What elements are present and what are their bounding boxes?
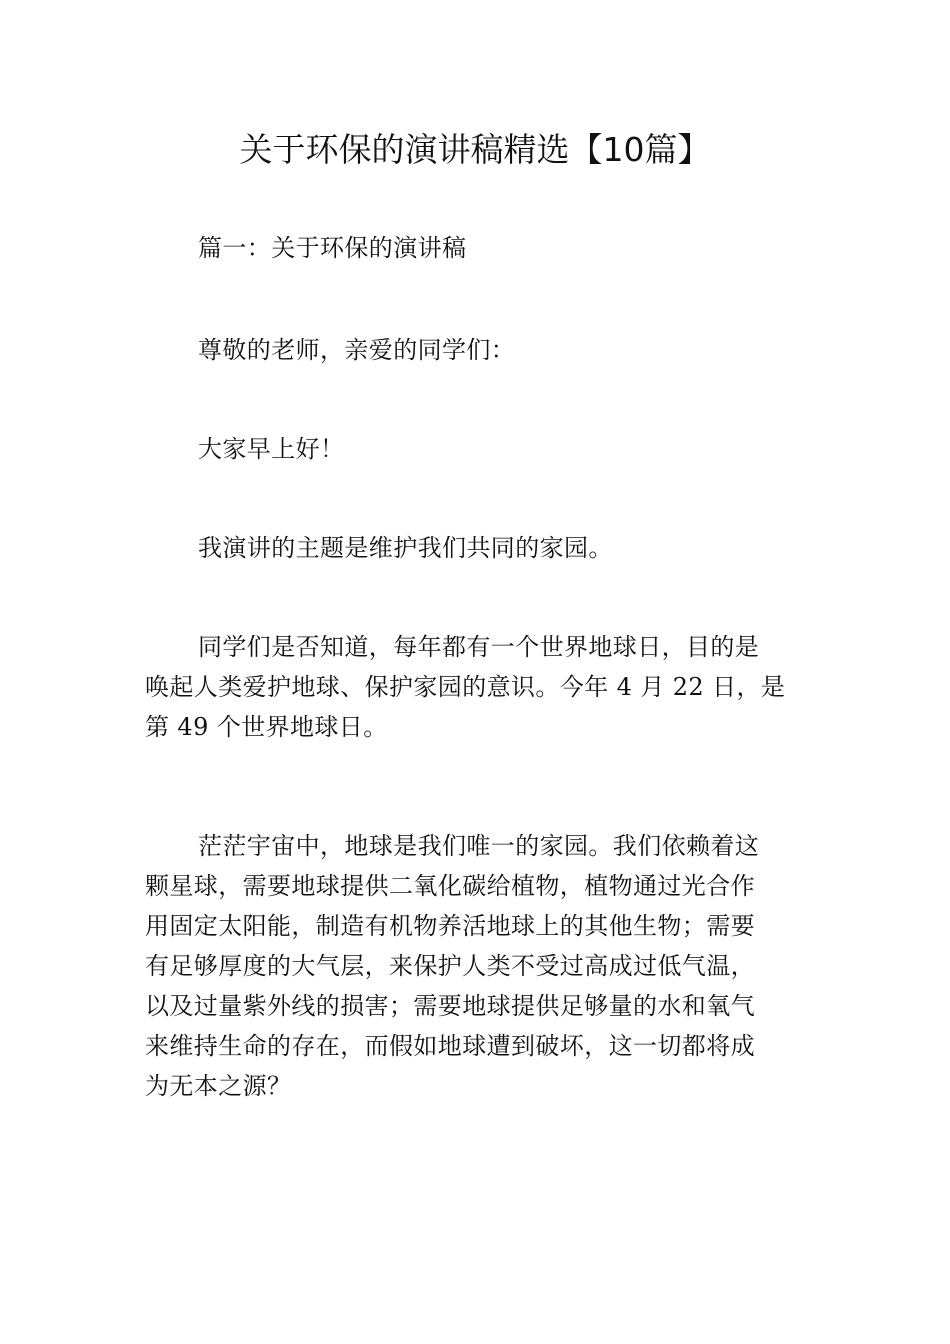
paragraph-line: 茫茫宇宙中，地球是我们唯一的家园。我们依赖着这 (198, 832, 760, 860)
paragraph-line: 大家早上好！ (198, 435, 345, 463)
paragraph-line: 来维持生命的存在，而假如地球遭到破坏，这一切都将成 (145, 1032, 755, 1060)
paragraph-line: 有足够厚度的大气层，来保护人类不受过高成过低气温， (145, 952, 755, 980)
paragraph-only-home (145, 826, 807, 1106)
paragraph-line: 同学们是否知道，每年都有一个世界地球日，目的是 (198, 633, 760, 661)
paragraph-line: 唤起人类爱护地球、保护家园的意识。今年 4 月 22 日，是 (145, 673, 786, 701)
paragraph-line: 我演讲的主题是维护我们共同的家园。 (198, 534, 613, 562)
paragraph-earth-day (145, 627, 807, 747)
paragraph-section-heading (145, 228, 807, 268)
paragraph-line: 第 49 个世界地球日。 (145, 713, 388, 741)
paragraph-line: 尊敬的老师，亲爱的同学们： (198, 336, 516, 364)
document-title: 关于环保的演讲稿精选【10篇】 (239, 130, 711, 169)
paragraph-line: 篇一：关于环保的演讲稿 (198, 234, 467, 262)
paragraph-line: 颗星球，需要地球提供二氧化碳给植物，植物通过光合作 (145, 872, 755, 900)
paragraph-salutation (145, 330, 807, 370)
paragraph-line: 以及过量紫外线的损害；需要地球提供足够量的水和氧气 (145, 992, 755, 1020)
paragraph-topic (145, 528, 807, 568)
paragraph-greeting (145, 429, 807, 469)
paragraph-line: 用固定太阳能，制造有机物养活地球上的其他生物；需要 (145, 912, 755, 940)
paragraph-line: 为无本之源？ (145, 1072, 292, 1100)
